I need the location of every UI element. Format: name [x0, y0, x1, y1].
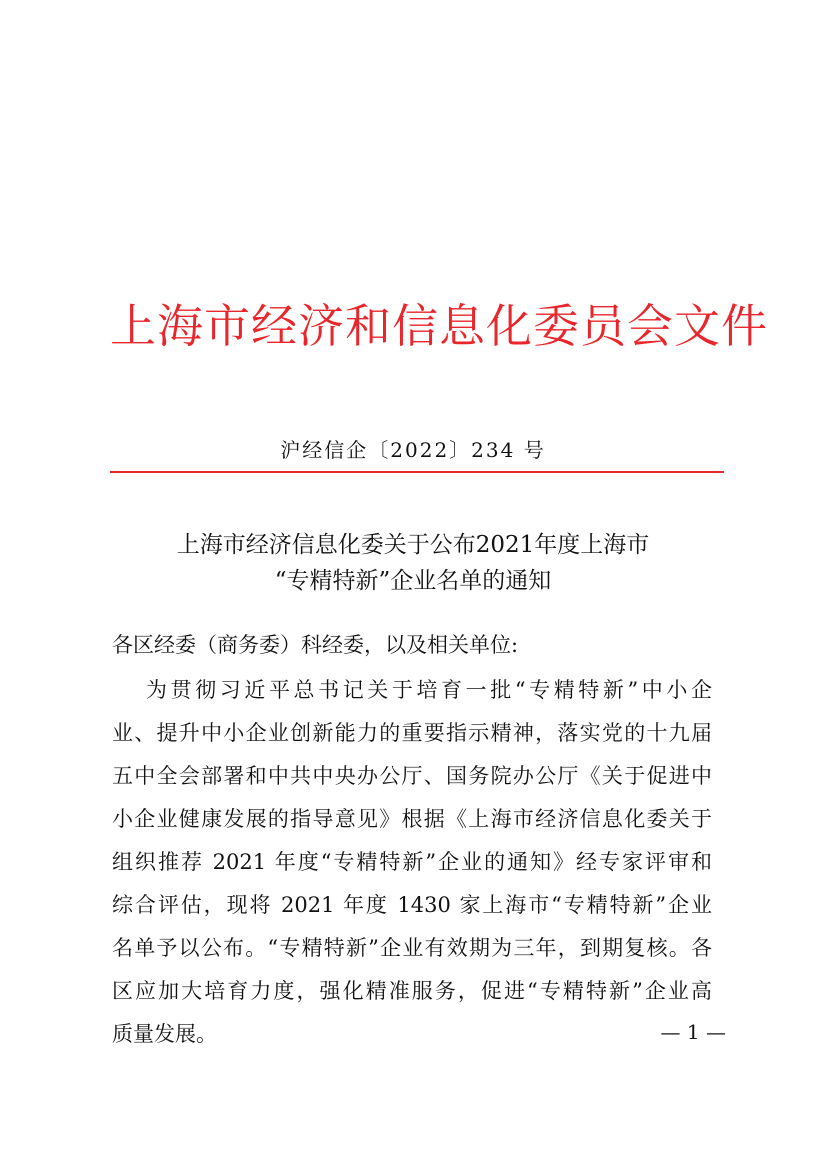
salutation: 各区经委（商务委）科经委，以及相关单位:: [112, 633, 519, 657]
notice-title-line-2: “专精特新”企业名单的通知: [274, 568, 552, 594]
body-line: 为贯彻习近平总书记关于培育一批“专精特新”中小企: [146, 678, 712, 702]
body-line: 名单予以公布。“专精特新”企业有效期为三年，到期复核。各: [112, 936, 712, 960]
document-number: 沪经信企〔2022〕234 号: [280, 438, 546, 462]
body-line: 小企业健康发展的指导意见》根据《上海市经济信息化委关于: [112, 807, 712, 831]
body-line: 综合评估，现将 2021 年度 1430 家上海市“专精特新”企业: [112, 893, 712, 917]
red-divider: [110, 471, 724, 473]
body-line: 业、提升中小企业创新能力的重要指示精神，落实党的十九届: [112, 721, 712, 745]
notice-title-line-1: 上海市经济信息化委关于公布2021年度上海市: [176, 532, 650, 558]
body-line: 区应加大培育力度，强化精准服务，促进“专精特新”企业高: [112, 979, 712, 1003]
body-line: 组织推荐 2021 年度“专精特新”企业的通知》经专家评审和: [112, 850, 712, 874]
body-line: 五中全会部署和中共中央办公厅、国务院办公厅《关于促进中: [112, 764, 712, 788]
page-number: — 1 —: [660, 1020, 726, 1044]
agency-title: 上海市经济和信息化委员会文件: [110, 299, 768, 353]
body-line: 质量发展。: [112, 1022, 217, 1046]
